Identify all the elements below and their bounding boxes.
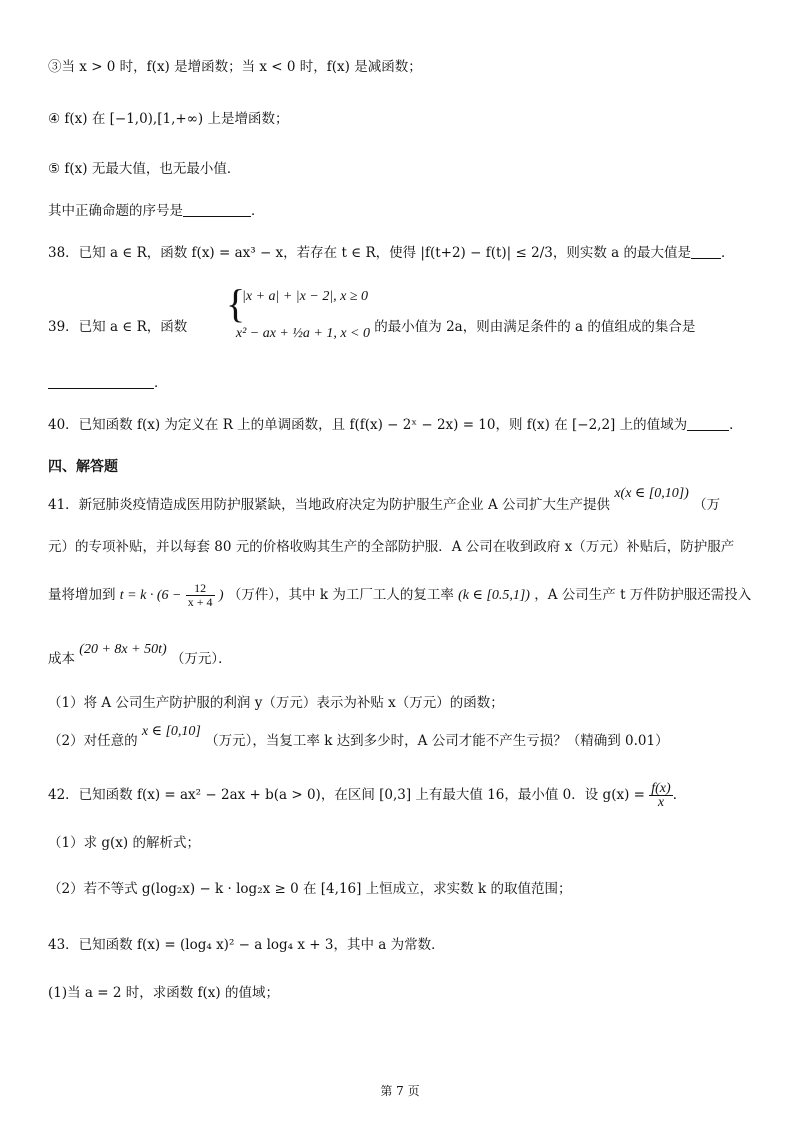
q41-fraction: $\frac{12}{x + 4}$: [187, 581, 213, 609]
q39-brace: {: [226, 281, 246, 326]
line-answer-prompt: 其中正确命题的序号是 ．: [48, 203, 265, 219]
q41-subsidy-range: x(x ∈ [0,10]): [614, 486, 689, 501]
q41-sub-1: （1）将 A 公司生产防护服的利润 y（万元）表示为补贴 x（万元）的函数；: [48, 695, 504, 711]
q39-text-a: 39．已知 a ∈ R，函数: [48, 319, 188, 335]
line-statement-4: ④ f(x) 在 [−1,0),[1,+∞) 上是增函数；: [48, 111, 289, 127]
answer-prompt-text: 其中正确命题的序号是: [48, 203, 183, 219]
q39-text-b: 的最小值为 2a，则由满足条件的 a 的值组成的集合是: [374, 319, 696, 335]
q42-text: 42．已知函数 f(x) = ax² − 2ax + b(a > 0)，在区间 [0,3] 上有最大值 16，最小值 0．设 g(x) =: [48, 787, 645, 803]
answer-blank: [183, 202, 251, 217]
q41-line-2: 元）的专项补贴，并以每套 80 元的价格收购其生产的全部防护服．A 公司在收到政府 x（万元）补贴后，防护服产: [48, 539, 735, 555]
q41-text-4c: （万元）．: [170, 651, 232, 667]
q41-output-expr-close: ): [218, 588, 224, 603]
question-39: [48, 318, 696, 341]
q41-k-range: (k ∈ [0.5,1]): [458, 588, 530, 603]
q41-cost-expr: (20 + 8x + 50t): [79, 642, 167, 657]
page-footer: 第 7 页: [380, 1084, 420, 1098]
q42-sub-2: （2）若不等式 g(log₂x) − k · log₂x ≥ 0 在 [4,16] 上恒成立，求实数 k 的取值范围；: [48, 881, 572, 897]
q41-unit-open: （万: [693, 497, 721, 513]
question-43: 43．已知函数 f(x) = (log₄ x)² − a log₄ x + 3，其中 a 为常数．: [48, 937, 445, 953]
q41-text-1: 41．新冠肺炎疫情造成医用防护服紧缺，当地政府决定为防护服生产企业 A 公司扩大生产提供: [48, 497, 611, 513]
question-42: 42．已知函数 f(x) = ax² − 2ax + b(a > 0)，在区间 [0,3] 上有最大值 16，最小值 0．设 g(x) = $\frac{f(x)}{x}$ ．: [48, 781, 687, 810]
q41-text-3a: 量将增加到: [48, 587, 116, 603]
q41-text-4a: 成本: [48, 651, 75, 667]
section-heading-4: 四、解答题: [48, 459, 118, 475]
q39-blank: [48, 374, 154, 389]
q38-text: 38．已知 a ∈ R，函数 f(x) = ax³ − x，若存在 t ∈ R，使得 |f(t+2) − f(t)| ≤ 2/3，则实数 a 的最大值是: [48, 245, 691, 261]
q38-blank: [691, 244, 721, 259]
q41-text-3c: ，A 公司生产 t 万件防护服还需投入: [534, 587, 752, 603]
question-38: 38．已知 a ∈ R，函数 f(x) = ax³ − x，若存在 t ∈ R，使得 |f(t+2) − f(t)| ≤ 2/3，则实数 a 的最大值是 ．: [48, 245, 735, 261]
line-statement-5: ⑤ f(x) 无最大值，也无最小值．: [48, 161, 241, 177]
q41-sub-2a: （2）对任意的: [48, 733, 138, 749]
q39-case-1: |x + a| + |x − 2|, x ≥ 0: [242, 289, 369, 304]
q43-sub-1: (1)当 a = 2 时，求函数 f(x) 的值域；: [48, 985, 279, 1001]
q39-case-2: x² − ax + ½a + 1, x < 0: [235, 326, 370, 341]
question-40: 40．已知函数 f(x) 为定义在 R 上的单调函数，且 f(f(x) − 2ˣ − 2x) = 10，则 f(x) 在 [−2,2] 上的值域为 ．: [48, 417, 743, 433]
q41-text-3b: （万件），其中 k 为工厂工人的复工率: [227, 587, 454, 603]
q41-line-1: [48, 486, 721, 515]
q42-sub-1: （1）求 g(x) 的解析式；: [48, 835, 200, 851]
q41-sub-2: [48, 724, 669, 751]
q40-blank: [687, 416, 729, 431]
q40-text: 40．已知函数 f(x) 为定义在 R 上的单调函数，且 f(f(x) − 2ˣ − 2x) = 10，则 f(x) 在 [−2,2] 上的值域为: [48, 417, 688, 433]
q41-line-3: [48, 582, 751, 609]
q41-output-expr: t = k · (6 −: [119, 588, 182, 603]
q41-line-4: [48, 642, 232, 669]
q41-sub-2c: （万元），当复工率 k 达到多少时，A 公司才能不产生亏损？（精确到 0.01）: [205, 733, 669, 749]
q42-fraction: $\frac{f(x)}{x}$: [651, 781, 671, 810]
q41-sub-2-range: x ∈ [0,10]: [141, 724, 201, 739]
q39-blank-line: ．: [48, 374, 168, 392]
line-statement-3: ③当 x > 0 时，f(x) 是增函数；当 x < 0 时，f(x) 是减函数；: [48, 59, 422, 75]
